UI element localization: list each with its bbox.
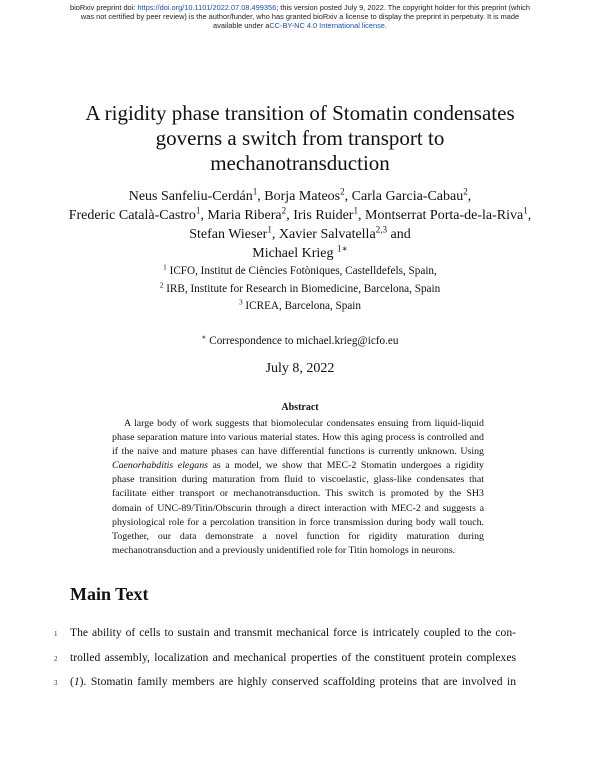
author-name: Michael Krieg <box>252 246 334 261</box>
body-line: The ability of cells to sustain and transmit mechanical force is intricately coupled to the con- <box>70 626 516 639</box>
paper-title: A rigidity phase transition of Stomatin condensates governs a switch from transport to mechanotransduction <box>85 101 515 175</box>
author-line-1: Neus Sanfeliu-Cerdán$^1$, Borja Mateos$^2$, Carla Garcia-Cabau$^2$, <box>128 186 472 204</box>
author-line-4: Michael Krieg $^{1∗}$ <box>252 243 348 261</box>
abstract-heading: Abstract <box>281 402 319 413</box>
citation: 1 <box>73 675 80 688</box>
body-line: (1). Stomatin family members are highly conserved scaffolding proteins that are involved in <box>70 675 516 688</box>
author-name: Maria Ribera <box>207 208 282 223</box>
header-line-1: bioRxiv preprint doi: https://doi.org/10.1101/2022.07.08.499356; this version posted July 9, 2022. The copyright holder for this preprint (which <box>70 3 530 12</box>
license-link[interactable]: CC-BY-NC 4.0 International license <box>269 21 385 30</box>
author-name: Frederic Català-Castro <box>68 208 196 223</box>
author-name: Montserrat Porta-de-la-Riva <box>365 208 524 223</box>
author-name: Stefan Wieser <box>189 227 268 242</box>
header-line-3: available under aCC-BY-NC 4.0 International license. <box>213 21 387 30</box>
author-name: Carla Garcia-Cabau <box>351 189 464 204</box>
section-heading-main-text: Main Text <box>70 584 149 604</box>
author-name: Borja Mateos <box>264 189 341 204</box>
affiliation: $^2$ IRB, Institute for Research in Biomedicine, Barcelona, Spain <box>159 280 441 295</box>
publication-date: July 8, 2022 <box>265 361 335 376</box>
affiliation: $^1$ ICFO, Institut de Ciències Fotòniques, Castelldefels, Spain, <box>163 263 437 277</box>
author-line-2: Frederic Català-Castro$^1$, Maria Ribera$^2$, Iris Ruider$^1$, Montserrat Porta-de-la-Riva$^1$, <box>68 205 532 223</box>
author-list <box>60 187 540 263</box>
abstract-body: A large body of work suggests that biomolecular condensates ensuing from liquid-liquid phase separation mature into various material states. How this aging process is controlled and if the naive and mature phases can have differential functions is currently unknown. Using Caenorhabditis elegans as a model, we show that MEC-2 Stomatin undergoes a rigidity phase transition during maturation from fluid to viscoelastic, glass-like condensates that facilitate either transport or mechanotransduction. This switch is promoted by the SH3 domain of UNC-89/Titin/Obscurin through a direct interaction with MEC-2 and suggests a physiological role for a percolation transition in force transmission during body wall touch. Together, our data demonstrate a novel function for rigidity maturation during mechanotransduction and a previously unidentified role for Titin homologs in neurons. <box>112 418 484 556</box>
affiliations <box>60 263 540 316</box>
line-number: 2 <box>54 655 58 663</box>
author-name: Iris Ruider <box>293 208 354 223</box>
line-number: 1 <box>54 630 58 638</box>
affiliation: $^3$ ICREA, Barcelona, Spain <box>238 298 362 312</box>
header-line-2: was not certified by peer review) is the author/funder, who has granted bioRxiv a license to display the preprint in perpetuity. It is made <box>80 12 520 21</box>
line-number: 3 <box>54 679 58 687</box>
body-line: trolled assembly, localization and mechanical properties of the constituent protein complexes <box>70 651 516 664</box>
author-name: Neus Sanfeliu-Cerdán <box>128 189 253 204</box>
author-line-3: Stefan Wieser$^1$, Xavier Salvatella$^{2,3}$ and <box>189 224 411 242</box>
preprint-header <box>0 3 600 30</box>
author-name: Xavier Salvatella <box>278 227 376 242</box>
correspondence: ∗ Correspondence to michael.krieg@icfo.eu <box>201 333 399 347</box>
doi-link[interactable]: https://doi.org/10.1101/2022.07.08.499356 <box>137 3 277 12</box>
